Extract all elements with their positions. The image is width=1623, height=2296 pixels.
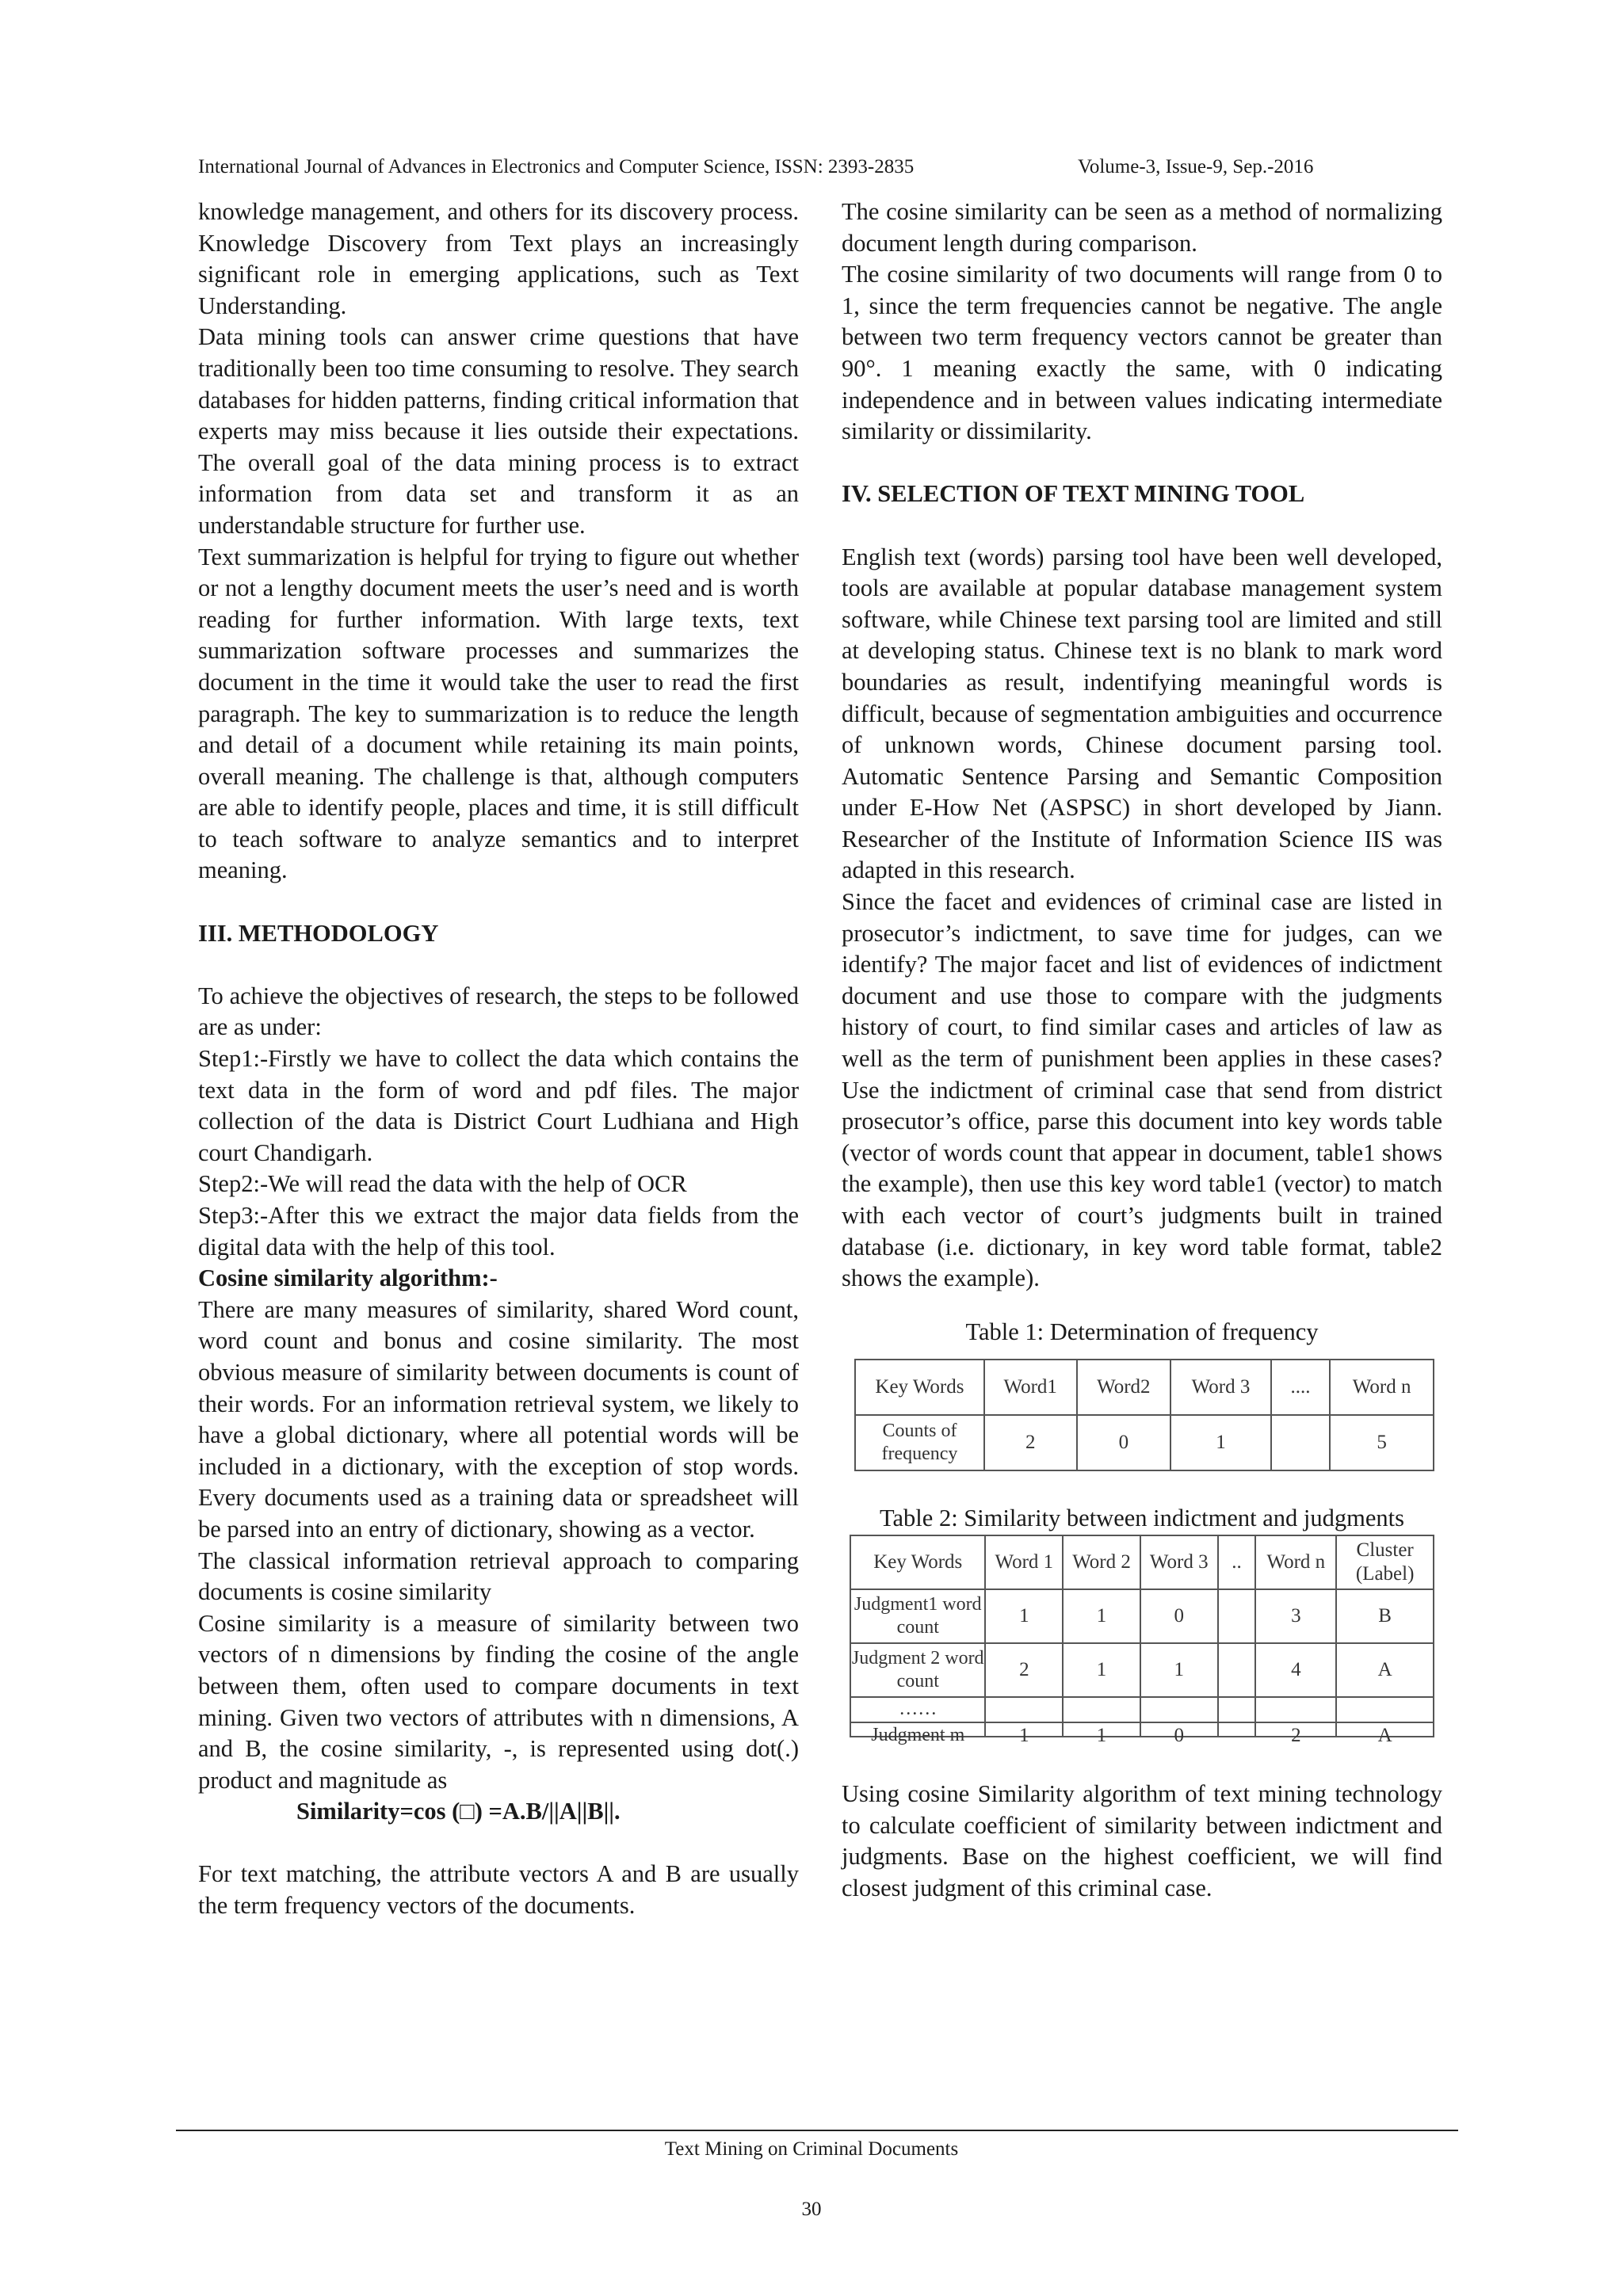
volume-header: Volume-3, Issue-9, Sep.-2016	[1078, 156, 1314, 177]
table-cell	[985, 1697, 1063, 1722]
table-header: Key Words	[855, 1360, 984, 1415]
step-item: Step1:-Firstly we have to collect the data which contains the text data in the form of word and pdf files. The major collection of the data is District Court Ludhiana and High court Chandigarh.	[198, 1045, 799, 1166]
table2-caption: Table 2: Similarity between indictment and judgments	[880, 1505, 1404, 1532]
table-header: Word 2	[1063, 1535, 1140, 1589]
table-cell: 1	[1063, 1643, 1140, 1697]
left-column	[198, 196, 799, 1922]
journal-header: International Journal of Advances in Electronics and Computer Science, ISSN: 2393-2835	[198, 156, 915, 177]
paragraph: Since the facet and evidences of criminal case are listed in prosecutor’s indictment, to save time for judges, can we identify? The major facet and list of evidences of indictment document and use those to compare with the judgments history of court, to find similar cases and articles of law as well as the term of punishment been applies in these cases? Use the indictment of criminal case that send from district prosecutor’s office, parse this document into key words table (vector of words count that appear in document, table1 shows the example), then use this key word table1 (vector) to match with each vector of court’s judgments built in trained database (i.e. dictionary, in key word table format, table2 shows the example).	[842, 888, 1442, 1292]
table-cell	[1218, 1722, 1256, 1737]
step-item: Step3:-After this we extract the major data fields from the digital data with the help of this tool.	[198, 1202, 799, 1261]
table-cell	[1063, 1697, 1140, 1722]
table-cell: 5	[1330, 1415, 1434, 1470]
similarity-table	[850, 1535, 1434, 1746]
table-cell	[1063, 1722, 1140, 1746]
step-item: Step2:-We will read the data with the help of OCR	[198, 1170, 687, 1198]
paragraph: Cosine similarity is a measure of similarity between two vectors of n dimensions by finding the cosine of the angle between them, often used to compare documents in text mining. Given two vectors of attributes with n dimensions, A and B, the cosine similarity, -, is represented using dot(.) product and magnitude as	[198, 1609, 799, 1794]
table-cell: Judgment1 word count	[850, 1589, 985, 1643]
truncated-text: 1	[1019, 1724, 1029, 1746]
truncated-text: A	[1377, 1724, 1392, 1746]
paragraph: The cosine similarity can be seen as a method of normalizing document length during comparison.	[842, 198, 1442, 257]
table-cell: 2	[984, 1415, 1077, 1470]
page-number: 30	[801, 2199, 822, 2220]
paragraph: Text summarization is helpful for trying to figure out whether or not a lengthy document meets the user’s need and is worth reading for further information. With large texts, text summarization software processes and summarizes the document in the time it would take the user to read the first paragraph. The key to summarization is to reduce the length and detail of a document while retaining its main points, overall meaning. The challenge is that, although computers are able to identify people, places and time, it is still difficult to teach software to analyze semantics and to interpret meaning.	[198, 543, 799, 884]
table-cell: A	[1336, 1643, 1434, 1697]
paragraph: To achieve the objectives of research, the steps to be followed are as under:	[198, 982, 799, 1041]
table-cell: 0	[1140, 1589, 1218, 1643]
table-header: Word n	[1330, 1360, 1434, 1415]
table-header: Key Words	[850, 1535, 985, 1589]
table-cell	[1218, 1589, 1256, 1643]
paragraph: The cosine similarity of two documents will range from 0 to 1, since the term frequencies cannot be negative. The angle between two term frequency vectors cannot be greater than 90°. 1 meaning exactly the same, with 0 indicating independence and in between values indicating intermediate similarity or dissimilarity.	[842, 261, 1442, 445]
paragraph: knowledge management, and others for its discovery process. Knowledge Discovery from Text plays an increasingly significant role in emerging applications, such as Text Understanding.	[198, 198, 799, 319]
truncated-text	[1219, 1724, 1255, 1735]
table-header: Word 3	[1170, 1360, 1271, 1415]
paragraph: Data mining tools can answer crime questions that have traditionally been too time consuming to resolve. They search databases for hidden patterns, finding critical information that experts may miss because it lies outside their expectations. The overall goal of the data mining process is to extract information from data set and transform it as an understandable structure for further use.	[198, 323, 799, 539]
table-cell: 0	[1077, 1415, 1171, 1470]
table-cell	[1140, 1722, 1218, 1746]
table-cell	[850, 1722, 985, 1745]
table-header: Cluster (Label)	[1336, 1535, 1434, 1589]
truncated-text: 1	[1096, 1724, 1107, 1746]
table-cell	[1255, 1722, 1336, 1746]
table-cell: 1	[1063, 1589, 1140, 1643]
table-cell	[1336, 1722, 1434, 1746]
table-header: Word 1	[985, 1535, 1063, 1589]
table-cell: ……	[850, 1697, 985, 1722]
table-cell	[1336, 1697, 1434, 1722]
table-cell: 1	[1140, 1643, 1218, 1697]
footer-title: Text Mining on Criminal Documents	[664, 2138, 959, 2160]
table-header: Word1	[984, 1360, 1077, 1415]
table-header: Word2	[1077, 1360, 1171, 1415]
table-cell: 2	[985, 1643, 1063, 1697]
table-cell	[985, 1722, 1063, 1746]
table-cell: Judgment 2 word count	[850, 1643, 985, 1697]
table-header: Word n	[1255, 1535, 1336, 1589]
formula: Similarity=cos (□) =A.B/||A||B||.	[296, 1798, 621, 1825]
table-cell: B	[1336, 1589, 1434, 1643]
table-cell: 1	[1170, 1415, 1271, 1470]
table-cell	[1140, 1697, 1218, 1722]
table-cell: Counts of frequency	[855, 1415, 984, 1470]
paragraph: English text (words) parsing tool have been well developed, tools are available at popular database management system software, while Chinese text parsing tool are limited and still at developing status. Chinese text is no blank to mark word boundaries as result, indentifying meaningful words is difficult, because of segmentation ambiguities and occurrence of unknown words, Chinese document parsing tool. Automatic Sentence Parsing and Semantic Composition under E-How Net (ASPSC) in short developed by Jiann. Researcher of the Institute of Information Science IIS was adapted in this research.	[842, 543, 1442, 884]
table-cell	[1218, 1643, 1256, 1697]
paragraph: Using cosine Similarity algorithm of text mining technology to calculate coefficient of similarity between indictment and judgments. Base on the highest coefficient, we will find closest judgment of this criminal case.	[842, 1779, 1442, 1901]
table-cell: 4	[1255, 1643, 1336, 1697]
right-column	[842, 196, 1442, 1904]
table-cell	[1218, 1697, 1256, 1722]
table-cell: 3	[1255, 1589, 1336, 1643]
table1-caption: Table 1: Determination of frequency	[965, 1318, 1319, 1345]
truncated-text: Judgment m	[871, 1724, 965, 1745]
table-header: ....	[1271, 1360, 1330, 1415]
section-heading: III. METHODOLOGY	[198, 919, 439, 947]
paragraph: For text matching, the attribute vectors A and B are usually the term frequency vectors of the documents.	[198, 1860, 799, 1920]
subheading: Cosine similarity algorithm:-	[198, 1264, 498, 1292]
section-heading: IV. SELECTION OF TEXT MINING TOOL	[842, 480, 1305, 508]
truncated-text: 2	[1291, 1724, 1301, 1746]
truncated-text: 0	[1174, 1724, 1184, 1746]
frequency-table	[854, 1359, 1434, 1471]
table-cell	[1255, 1697, 1336, 1722]
paragraph: There are many measures of similarity, shared Word count, word count and bonus and cosine similarity. The most obvious measure of similarity between documents is count of their words. For an information retrieval system, we likely to have a global dictionary, where all potential words will be included in a dictionary, with the exception of stop words. Every documents used as a training data or spreadsheet will be parsed into an entry of dictionary, showing as a vector.	[198, 1295, 799, 1543]
table-cell: 1	[985, 1589, 1063, 1643]
footer-divider	[176, 2130, 1458, 2131]
paragraph: The classical information retrieval approach to comparing documents is cosine similarity	[198, 1547, 799, 1606]
table-header: ..	[1218, 1535, 1256, 1589]
table-header: Word 3	[1140, 1535, 1218, 1589]
table-cell	[1271, 1415, 1330, 1470]
